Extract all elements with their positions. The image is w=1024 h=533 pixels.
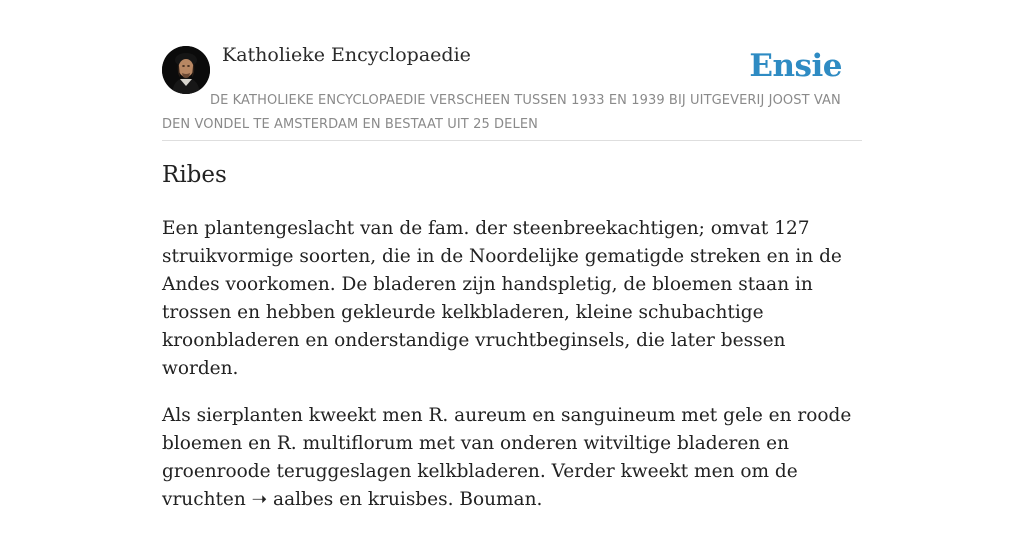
- article-paragraph: Als sierplanten kweekt men R. aureum en sanguineum met gele en roode bloemen en R. multiflorum met van onderen witviltige bladeren en groenroode teruggeslagen kelkbladeren. Verder kweekt men om de vruchten ➝ aalbes en kruisbes. Bouman.: [162, 405, 852, 510]
- article-title: Ribes: [162, 162, 227, 188]
- brand-logo[interactable]: Ensie: [749, 48, 842, 84]
- portrait-avatar-icon[interactable]: [162, 46, 210, 94]
- page: [162, 0, 862, 510]
- portrait-avatar-svg: [162, 46, 210, 94]
- site-header: [162, 0, 862, 141]
- site-description: DE KATHOLIEKE ENCYCLOPAEDIE VERSCHEEN TUSSEN 1933 EN 1939 BIJ UITGEVERIJ JOOST VAN DEN VONDEL TE AMSTERDAM EN BESTAAT UIT 25 DELEN: [162, 93, 841, 132]
- article-body: [162, 215, 862, 533]
- site-name[interactable]: Katholieke Encyclopaedie: [222, 44, 471, 66]
- article-paragraph: Een plantengeslacht van de fam. der steenbreekachtigen; omvat 127 struikvormige soorten, die in de Noordelijke gematigde streken en in de Andes voorkomen. De bladeren zijn handspletig, de bloemen staan in trossen en hebben gekleurde kelkbladeren, kleine schubachtige kroonbladeren en onderstandige vruchtbeginsels, die later bessen worden.: [162, 218, 842, 379]
